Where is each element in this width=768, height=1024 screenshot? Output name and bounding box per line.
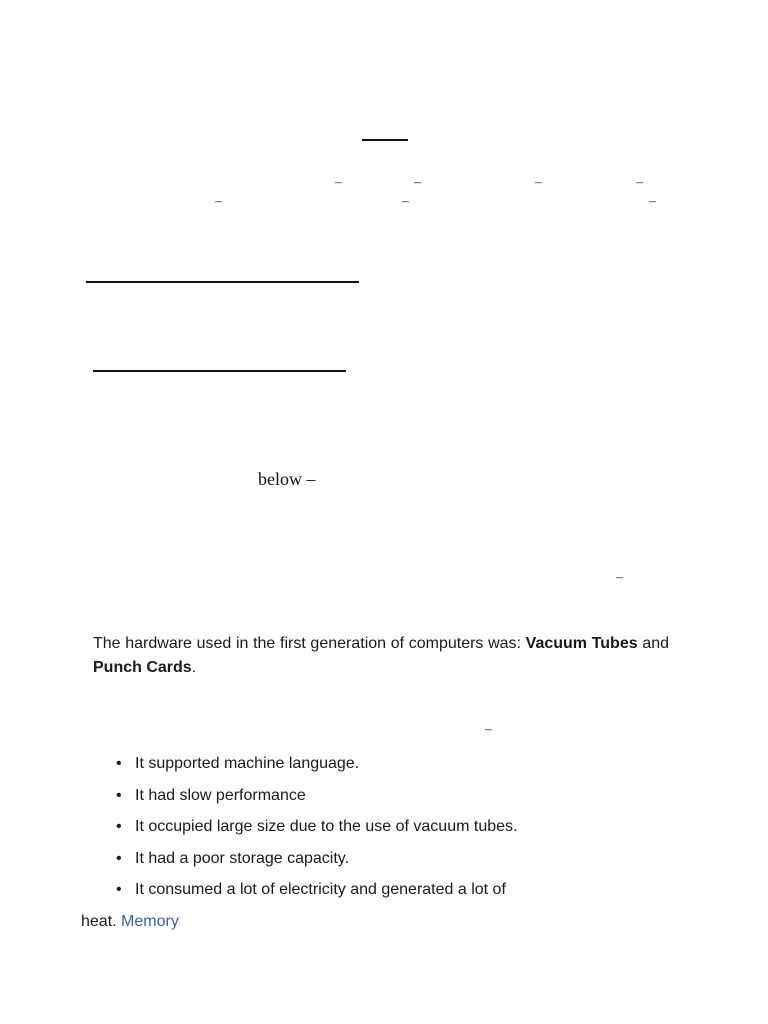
list-item-text: It supported machine language. [135, 755, 360, 772]
dash-mark: – [535, 175, 542, 190]
dash-mark: – [215, 194, 222, 209]
list-continuation [81, 910, 179, 934]
dash-mark: – [335, 175, 342, 190]
period: . [191, 659, 197, 676]
list-item [113, 752, 517, 784]
list-item-text: It had a poor storage capacity. [135, 849, 350, 867]
dash-mark: – [649, 194, 656, 209]
list-item-text: It consumed a lot of electricity and generated a lot of [135, 881, 506, 898]
bullet-icon: • [116, 881, 122, 898]
section-heading-underline [86, 281, 359, 283]
bullet-icon: • [116, 849, 122, 867]
dash-mark: – [616, 570, 623, 585]
feature-list [113, 752, 517, 910]
continuation-text: heat. [81, 913, 117, 930]
punch-cards-term: Punch Cards [93, 659, 192, 676]
dash-mark: – [414, 175, 421, 190]
dash-mark: – [402, 194, 409, 209]
list-item [113, 815, 517, 847]
vacuum-tubes-term: Vacuum Tubes [525, 635, 638, 652]
dash-mark: – [636, 175, 643, 190]
below-fragment: below – [258, 469, 316, 489]
list-item-text: It occupied large size due to the use of vacuum tubes. [135, 818, 518, 835]
list-item-text: It had slow performance [135, 786, 306, 804]
bullet-icon: • [116, 755, 122, 772]
hardware-paragraph [93, 632, 669, 680]
list-item [113, 878, 517, 910]
joiner-text: and [642, 635, 670, 652]
bullet-icon: • [116, 786, 122, 804]
title-underline [362, 139, 408, 141]
list-item [113, 847, 517, 879]
subsection-heading-underline [93, 370, 346, 372]
memory-link[interactable]: Memory [121, 913, 179, 930]
list-item [113, 784, 517, 816]
hardware-lead-text: The hardware used in the first generation of computers was: [93, 635, 521, 652]
dash-mark: – [485, 722, 492, 737]
bullet-icon: • [116, 818, 122, 835]
